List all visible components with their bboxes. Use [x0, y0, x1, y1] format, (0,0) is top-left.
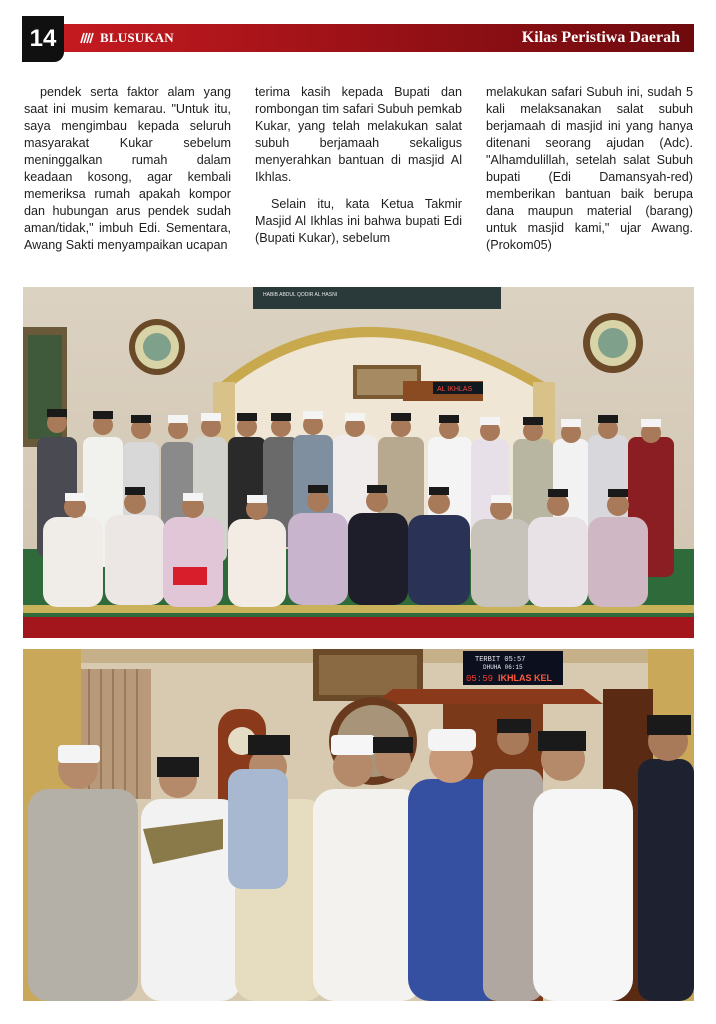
banner-text: HABIB ABDUL QODIR AL HASNI — [263, 292, 338, 298]
section-label — [80, 24, 174, 52]
group-photo — [23, 287, 694, 638]
hatch-icon — [80, 32, 94, 44]
wall-clock-icon — [583, 313, 643, 373]
page-header — [22, 16, 694, 62]
article-body — [24, 84, 694, 280]
paragraph: Selain itu, kata Ketua Takmir Masjid Al Ikhlas ini bahwa bupati Edi (Bupati Kukar), sebelum — [255, 197, 462, 245]
greeting-photo — [23, 649, 694, 1001]
article-column-3 — [486, 84, 693, 280]
rubric-title: Kilas Peristiwa Daerah — [521, 29, 680, 46]
paragraph: melakukan safari Subuh ini, sudah 5 kali melaksanakan salat subuh berjamaah di masjid ini yang hanya ditenani seorang ajudan (Adc). "Alhamdulillah, setelah salat Subuh bupati (Edi Damansyah-red) memberikan bantuan baik berupa dana maupun material (barang) untuk masjid kami," ujar Awang. (Prokom05) — [486, 85, 693, 252]
clock-line-1: TERBIT 05:57 — [475, 656, 526, 664]
paragraph: terima kasih kepada Bupati dan rombongan tim safari Subuh pemkab Kukar, yang telah melakukan salat subuh berjamaah sekaligus menyerahkan bantuan di masjid Al Ikhlas. — [255, 85, 462, 184]
section-title: BLUSUKAN — [100, 30, 174, 45]
clock-name: IKHLAS KEL — [498, 673, 552, 683]
mosque-sign: AL IKHLAS — [437, 386, 473, 393]
clock-time: 05:59 — [466, 674, 494, 684]
paragraph: pendek serta faktor alam yang saat ini musim kemarau. "Untuk itu, saya mengimbau kepada seluruh masyarakat Kukar sebelum meninggalkan rumah dalam keadaan kosong, agar kembali memeriksa rumah apakah kompor dan hubungan arus pendek sudah aman/tidak," imbuh Edi. Sementara, Awang Sakti menyampaikan ucapan — [24, 85, 231, 252]
wall-clock-icon — [129, 319, 185, 375]
clock-line-2: DHUHA 06:15 — [483, 664, 523, 671]
article-column-2 — [255, 84, 462, 280]
page-number: 14 — [22, 16, 64, 62]
article-column-1 — [24, 84, 231, 280]
header-bar — [64, 24, 694, 52]
